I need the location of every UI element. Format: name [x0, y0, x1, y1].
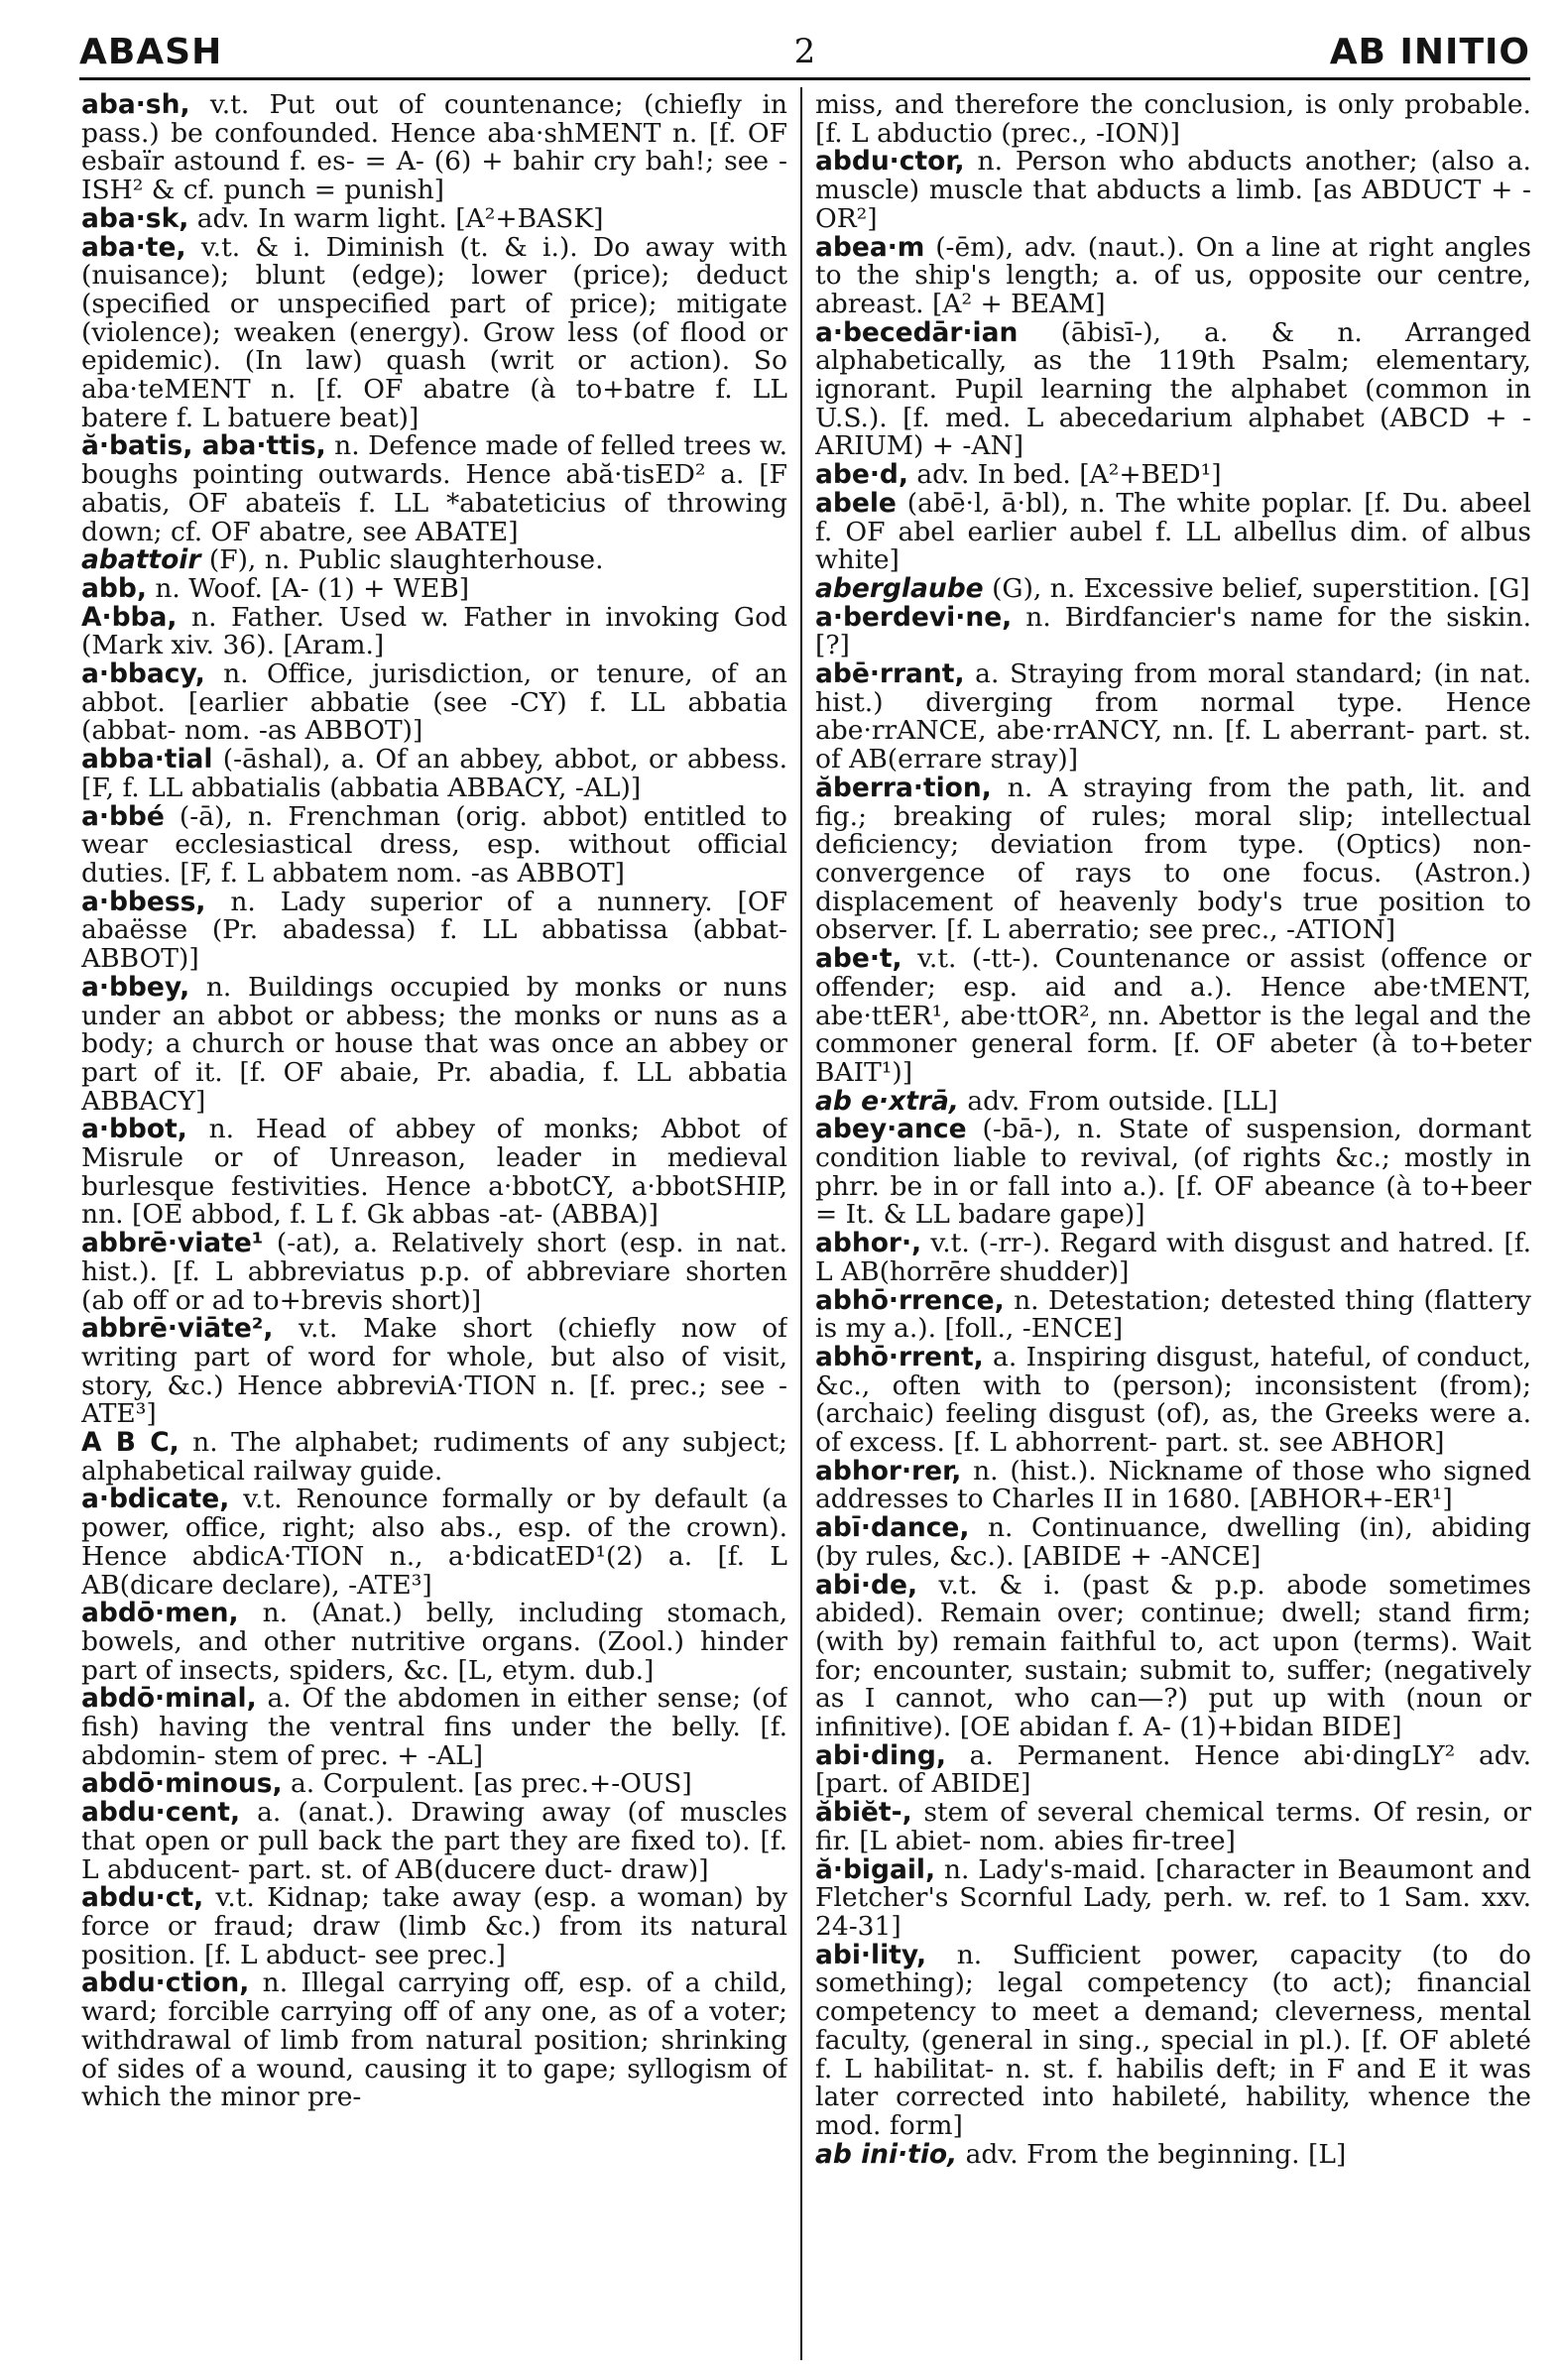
entry-definition: n. Buildings occupied by monks or nuns under an abbot or abbess; the monks or nuns as a body; a church or house that was once an abbey or part of it. [f. OF abaie, Pr. abadia, f. LL abbatia ABBACY] [81, 971, 787, 1117]
dictionary-entry [815, 1853, 1531, 1942]
dictionary-entry [815, 487, 1531, 576]
entry-definition: v.t. Kidnap; take away (esp. a woman) by force or fraud; draw (limb &c.) from its natural position. [f. L abduct- see prec.] [81, 1882, 787, 1970]
entry-definition: a. Permanent. Hence abi·dingLY² adv. [part. of ABIDE] [815, 1739, 1531, 1800]
header-rule [79, 77, 1530, 80]
dictionary-entry [815, 601, 1531, 661]
entry-definition: adv. In bed. [A²+BED¹] [907, 459, 1222, 491]
entry-definition: (ābisī-), a. & n. Arranged alphabetically, as the 119th Psalm; elementary, ignorant. Pupil learning the alphabet (common in U.S.). [f. med. L abecedarium alphabet (ABCD + -ARIUM) + -AN] [815, 316, 1531, 462]
dictionary-entry [81, 1770, 787, 1799]
entry-headword: a·becedār·ian [815, 316, 1019, 348]
dictionary-entry [815, 774, 1531, 945]
entry-definition: a. Inspiring disgust, hateful, of conduct, &c., often with to (person); inconsistent (from); (archaic) feeling disgust (of), as, the Greeks were a. of excess. [f. L abhorrent- part. st. see ABHOR] [815, 1341, 1531, 1459]
entry-definition: n. Person who abducts another; (also a. muscle) muscle that abducts a limb. [as ABDUCT + -OR²] [815, 146, 1531, 234]
column-divider [800, 87, 802, 2360]
dictionary-entry [815, 461, 1531, 490]
entry-headword: abē·rrant, [815, 658, 965, 690]
entry-definition: a. (anat.). Drawing away (of muscles that open or pull back the part they are fixed to). [f. L abducent- part. st. of AB(ducere duct- draw)] [81, 1797, 787, 1885]
dictionary-entry [81, 432, 787, 546]
entry-headword: abdu·ctor, [815, 146, 965, 178]
entry-headword: aberglaube [815, 572, 984, 604]
entry-definition: (-āshal), a. Of an abbey, abbot, or abbess. [F, f. LL abbatialis (abbatia ABBACY, -AL)] [81, 744, 787, 803]
dictionary-entry [81, 1969, 787, 2112]
entry-definition: (-at), a. Relatively short (esp. in nat. hist.). [f. L abbreviatus p.p. of abbreviare shorten (ab off or ad to+brevis short)] [81, 1228, 787, 1316]
entry-headword: abhor·, [815, 1228, 922, 1259]
dictionary-entry [815, 1230, 1531, 1286]
entry-headword: ă·bigail, [815, 1853, 936, 1885]
entry-headword: abi·ding, [815, 1739, 946, 1771]
entry-headword: abb, [81, 572, 147, 604]
dictionary-entry [815, 1085, 1531, 1117]
entry-definition: n. Father. Used w. Father in invoking God (Mark xiv. 36). [Aram.] [81, 601, 787, 661]
entry-headword: abe·t, [815, 943, 902, 975]
entry-definition: (G), n. Excessive belief, superstition. [G] [983, 572, 1530, 604]
entry-headword: ăberra·tion, [815, 772, 992, 803]
dictionary-entry [81, 746, 787, 802]
dictionary-entry [815, 91, 1531, 148]
dictionary-entry [81, 572, 787, 604]
dictionary-entry [81, 1429, 787, 1486]
dictionary-entry [81, 1799, 787, 1884]
dictionary-entry [81, 601, 787, 661]
entry-headword: abdu·cent, [81, 1797, 241, 1829]
entry-headword: A·bba, [81, 601, 178, 633]
dictionary-entry [815, 2138, 1531, 2170]
entry-definition: n. Continuance, dwelling (in), abiding (by rules, &c.). [ABIDE + -ANCE] [815, 1512, 1531, 1572]
entry-definition: v.t. Put out of countenance; (chiefly in pass.) be confounded. Hence aba·shMENT n. [f. OF esbaïr astound f. es- = A- (6) + bahir cry bah!; see -ISH² & cf. punch = punish] [81, 91, 787, 206]
entry-headword: a·bbot, [81, 1114, 187, 1145]
left-column [81, 91, 787, 2360]
right-column [815, 91, 1531, 2360]
dictionary-entry [815, 1514, 1531, 1571]
entry-definition: n. Lady superior of a nunnery. [OF abaësse (Pr. abadessa) f. LL abbatissa (abbat- ABBOT)] [81, 886, 787, 975]
entry-definition: v.t. Make short (chiefly now of writing part of word for whole, but also of visit, story, &c.) Hence abbreviA·TION n. [f. prec.; see -ATE³] [81, 1313, 787, 1430]
entry-definition: n. Office, jurisdiction, or tenure, of an abbot. [earlier abbatie (see -CY) f. LL abbatia (abbat- nom. -as ABBOT)] [81, 658, 787, 747]
entry-headword: abdu·ction, [81, 1967, 250, 1999]
dictionary-entry [815, 1341, 1531, 1459]
header-last-word: AB INITIO [1329, 32, 1530, 72]
dictionary-entry [81, 660, 787, 746]
entry-headword: a·bbess, [81, 886, 206, 917]
entry-headword: abbrē·viate¹ [81, 1228, 264, 1259]
dictionary-entry [815, 1116, 1531, 1230]
entry-headword: abdō·minal, [81, 1683, 257, 1715]
dictionary-entry [81, 1600, 787, 1685]
dictionary-entry [81, 800, 787, 889]
dictionary-entry [815, 231, 1531, 319]
entry-headword: a·bbé [81, 800, 165, 832]
entry-headword: a·berdevi·ne, [815, 601, 1013, 633]
entry-headword: ăbiĕt-, [815, 1797, 912, 1829]
dictionary-entry [815, 148, 1531, 233]
entry-definition: a. Straying from moral standard; (in nat. hist.) diverging from normal type. Hence abe·rrANCE, abe·rrANCY, nn. [f. L aberrant- part. st. of AB(errare stray)] [815, 658, 1531, 775]
dictionary-entry [815, 1455, 1531, 1515]
entry-headword: abea·m [815, 231, 925, 263]
entry-headword: aba·te, [81, 231, 186, 263]
dictionary-entry [815, 572, 1531, 604]
dictionary-entry [81, 886, 787, 975]
dictionary-entry [815, 1799, 1531, 1855]
dictionary-entry [81, 91, 787, 205]
entry-definition: n. Woof. [A- (1) + WEB] [146, 572, 470, 604]
dictionary-entry [815, 316, 1531, 462]
dictionary-entry [815, 660, 1531, 774]
dictionary-entry [815, 1739, 1531, 1800]
entry-headword: abdu·ct, [81, 1882, 204, 1914]
entry-headword: abbrē·viāte², [81, 1313, 274, 1345]
entry-definition: n. Lady's-maid. [character in Beaumont and Fletcher's Scornful Lady, perh. w. ref. to 1 Sam. xxv. 24-31] [815, 1853, 1531, 1942]
dictionary-entry [81, 1884, 787, 1969]
entry-headword: ă·batis, aba·ttis, [81, 430, 326, 462]
entry-definition: (abē·l, ā·bl), n. The white poplar. [f. Du. abeel f. OF abel earlier aubel f. LL albellus dim. of albus white] [815, 487, 1531, 576]
entry-definition: adv. From the beginning. [L] [957, 2138, 1347, 2170]
entry-definition: (-ā), n. Frenchman (orig. abbot) entitled to wear ecclesiastical dress, esp. without official duties. [F, f. L abbatem nom. -as ABBOT] [81, 800, 787, 889]
entry-headword: abattoir [81, 544, 201, 576]
entry-definition: n. (hist.). Nickname of those who signed addresses to Charles II in 1680. [ABHOR+-ER¹] [815, 1455, 1531, 1515]
dictionary-entry [81, 546, 787, 575]
entry-definition: miss, and therefore the conclusion, is only probable. [f. L abductio (prec., -ION)] [815, 91, 1531, 149]
entry-headword: abhor·rer, [815, 1455, 962, 1487]
entry-definition: n. Defence made of felled trees w. boughs pointing outwards. Hence abă·tisED² a. [F abatis, OF abateïs f. LL *abateticius of throwing down; cf. OF abatre, see ABATE] [81, 430, 787, 547]
entry-definition: (-ēm), adv. (naut.). On a line at right angles to the ship's length; a. of us, opposite our centre, abreast. [A² + BEAM] [815, 231, 1531, 319]
entry-definition: v.t. (-tt-). Countenance or assist (offence or offender; esp. aid and a.). Hence abe·tMENT, abe·ttER¹, abe·ttOR², nn. Abettor is the legal and the commoner general form. [f. OF abeter (à to+beter BAIT¹)] [815, 943, 1531, 1088]
page-header [79, 32, 1530, 75]
entry-headword: abi·de, [815, 1569, 918, 1601]
header-first-word: ABASH [79, 32, 223, 72]
entry-headword: ab ini·tio, [815, 2138, 958, 2170]
entry-definition: a. Of the abdomen in either sense; (of fish) having the ventral fins under the belly. [f. abdomin- stem of prec. + -AL] [81, 1683, 787, 1771]
entry-headword: aba·sh, [81, 91, 190, 120]
entry-headword: abele [815, 487, 897, 519]
dictionary-entry [815, 1939, 1531, 2141]
dictionary-entry [81, 1685, 787, 1770]
dictionary-entry [815, 1284, 1531, 1345]
dictionary-entry [81, 1116, 787, 1230]
dictionary-entry [81, 202, 787, 234]
dictionary-entry [815, 945, 1531, 1088]
entry-headword: ab e·xtrā, [815, 1085, 959, 1117]
dictionary-entry [81, 1230, 787, 1315]
entry-headword: abhō·rrence, [815, 1284, 1005, 1316]
entry-headword: abe·d, [815, 459, 908, 491]
entry-definition: v.t. (-rr-). Regard with disgust and hatred. [f. L AB(horrēre shudder)] [815, 1228, 1531, 1287]
entry-headword: abba·tial [81, 744, 213, 775]
entry-definition: v.t. & i. Diminish (t. & i.). Do away with (nuisance); blunt (edge); lower (price); deduct (specified or unspecified part of price); mitigate (violence); weaken (energy). Grow less (of flood or epidemic). (In law) quash (writ or action). So aba·teMENT n. [f. OF abatre (à to+batre f. LL batere f. L batuere beat)] [81, 231, 787, 433]
entry-definition: n. The alphabet; rudiments of any subject; alphabetical railway guide. [81, 1427, 787, 1487]
entry-definition: n. A straying from the path, lit. and fig.; breaking of rules; moral slip; intellectual deficiency; deviation from type. (Optics) non-convergence of rays to one focus. (Astron.) displacement of heavenly body's true position to observer. [f. L aberratio; see prec., -ATION] [815, 772, 1531, 946]
entry-definition: n. Head of abbey of monks; Abbot of Misrule or of Unreason, leader in medieval burlesque festivities. Hence a·bbotCY, a·bbotSHIP, nn. [OE abbod, f. L f. Gk abbas -at- (ABBA)] [81, 1114, 787, 1231]
entry-definition: (-bā-), n. State of suspension, dormant condition liable to revival, (of rights &c.; mostly in phrr. be in or fall into a.). [f. OF abeance (à to+beer = It. & LL badare gape)] [815, 1114, 1531, 1231]
entry-headword: A B C, [81, 1427, 180, 1459]
entry-headword: abhō·rrent, [815, 1341, 984, 1372]
entry-headword: a·bdicate, [81, 1484, 230, 1515]
entry-definition: n. Detestation; detested thing (flattery is my a.). [foll., -ENCE] [815, 1284, 1531, 1345]
entry-definition: n. (Anat.) belly, including stomach, bowels, and other nutritive organs. (Zool.) hinder part of insects, spiders, &c. [L, etym. dub.] [81, 1598, 787, 1686]
dictionary-entry [81, 231, 787, 433]
entry-definition: n. Illegal carrying off, esp. of a child, ward; forcible carrying off of any one, as of a voter; withdrawal of limb from natural position; shrinking of sides of a wound, causing it to gape; syllogism of which the minor pre- [81, 1967, 787, 2113]
entry-definition: adv. In warm light. [A²+BASK] [188, 202, 604, 234]
entry-definition: stem of several chemical terms. Of resin, or fir. [L abiet- nom. abies fir-tree] [815, 1797, 1531, 1856]
entry-definition: v.t. Renounce formally or by default (a power, office, right; also abs., esp. of the crown). Hence abdicA·TION n., a·bdicatED¹(2) a. [f. L AB(dicare declare), -ATE³] [81, 1484, 787, 1601]
entry-definition: a. Corpulent. [as prec.+-OUS] [282, 1768, 692, 1800]
entry-definition: v.t. & i. (past & p.p. abode sometimes abided). Remain over; continue; dwell; stand firm; (with by) remain faithful to, act upon (terms). Wait for; encounter, sustain; submit to, suffer; (negatively as I cannot, who can—?) put up with (noun or infinitive). [OE abidan f. A- (1)+bidan BIDE] [815, 1569, 1531, 1743]
dictionary-entry [81, 1315, 787, 1429]
entry-definition: (F), n. Public slaughterhouse. [200, 544, 604, 576]
page-number: 2 [793, 32, 816, 71]
entry-headword: abdō·minous, [81, 1768, 283, 1800]
entry-headword: a·bbey, [81, 971, 190, 1003]
entry-headword: abdō·men, [81, 1598, 239, 1629]
entry-definition: n. Sufficient power, capacity (to do something); legal competency (to act); financial competency to meet a demand; cleverness, mental faculty, (general in sing., special in pl.). [f. OF ableté f. L habilitat- n. st. f. habilis deft; in F and E it was later corrected into habileté, hability, whence the mod. form] [815, 1939, 1531, 2141]
entry-headword: aba·sk, [81, 202, 189, 234]
entry-headword: a·bbacy, [81, 658, 205, 690]
entry-headword: abi·lity, [815, 1939, 927, 1970]
entry-headword: abey·ance [815, 1114, 967, 1145]
entry-headword: abī·dance, [815, 1512, 970, 1544]
dictionary-entry [81, 1486, 787, 1600]
dictionary-entry [815, 1569, 1531, 1743]
dictionary-entry [81, 971, 787, 1117]
entry-definition: n. Birdfancier's name for the siskin. [?] [815, 601, 1531, 661]
entry-definition: adv. From outside. [LL] [958, 1085, 1278, 1117]
